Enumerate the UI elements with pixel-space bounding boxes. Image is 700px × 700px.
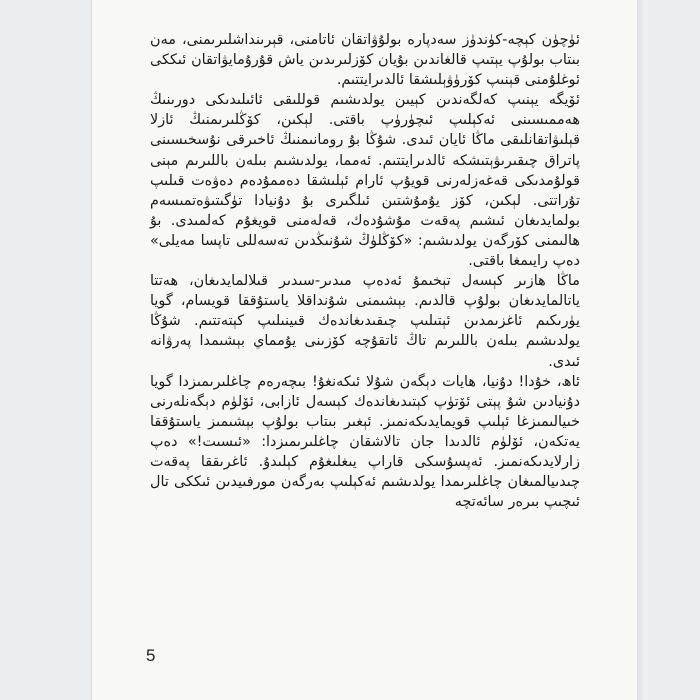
paragraph: ماڭا ھازىر كېسەل تېخىمۇ ئەدەپ مىدىر-سىدىر قىلالمايدىغان، ھەتتا ياتالمايدىغان بولۇپ قالدىم. بېشىمنى شۇنداقلا ياستۇققا قويسام، گويا يۈرىكىم ئاغزىمدىن ئېتىلىپ چىقىدىغاندەك قىينىلىپ كېتەتتىم. شۇڭا يولدىشىم بىلەن باللىرىم تاڭ ئاتقۇچە كۆزىنى يۇمماي بېشىمدا پەرۋانە ئىدى.	[150, 273, 580, 370]
paragraph: ئاھ، خۇدا! دۇنيا، ھايات دېگەن شۇلا ئىكەنغۇ! بىچەرەم چاغلىرىمىزدا گويا دۇنيادىن شۇ پېتى ئۆتۈپ كېتىدىغاندەك كېسەل ئازابى، ئۆلۈم دېگەنلەرنى خىيالىمىزغا ئېلىپ قويمايدىكەنمىز. ئېغىر بىتاب بولۇپ بېشىمىز ياستۇققا يەتكەن، ئۆلۈم ئالدىدا جان تالاشقان چاغلىرىمىزدا: «ئىسىت!» دەپ زارلايدىكەنمىز. ئەپسۇسكى قاراپ يىغلىغۇم كېلىدۇ. ئاغرىققا پەقەت چىدىيالمىغان چاغلىرىمدا يولدىشىم ئەكېلىپ بەرگەن مورفىيدىن ئىككى تال ئىچىپ بىرەر سائەتچە	[150, 373, 580, 511]
page-edge	[637, 0, 647, 700]
body-text	[150, 30, 580, 512]
page-number: 5	[146, 646, 156, 665]
paragraph: ئۆيگە يېنىپ كەلگەندىن كېيىن يولدىشىم قوللىقى ئائىلىدىكى دورىنىڭ ھەممىسىنى ئەكېلىپ ئىچۈرۈپ باقتى. لېكىن، كۆڭلىرىمنىڭ ئازلا قېلىۋاتقانلىقى ماڭا ئايان ئىدى. شۇڭا بۇ رومانىمنىڭ ئاخىرقى نۇسخىسىنى پاتراق چىقىرىۋېتىشكە ئالدىرايتتىم. ئەمما، يولدىشىم بىلەن باللىرىم مېنى قولۇمدىكى قەغەزلەرنى قويۇپ ئارام ئېلىشقا دەممۇدەم دەۋەت قىلىپ تۇراتتى. لېكىن، كۆز يۇمۇشتىن ئىلگىرى بۇ دۇنيادا تۈگىتىۋەتمىسەم بولمايدىغان ئىشىم پەقەت مۇشۇدەك، قەلەمنى قويغۇم كەلمىدى. بۇ ھالىمنى كۆرگەن يولدىشىم: «كۆڭلۈڭ شۇنىڭدىن تەسەللى تاپسا مەيلى» دەپ رايىمغا باقتى.	[150, 92, 580, 270]
paragraph: ئۈچۈن كېچە-كۈندۈز سەدپارە بولۇۋاتقان ئاتامنى، قېرىنداشلىرىمنى، مەن بىتاب بولۇپ يېتىپ قالغاندىن بۇيان كۆزلىرىدىن ياش قۇرۇمايۋاتقان ئىككى ئوغلۇمنى قېنىپ كۆرۈۋېلىشقا ئالدىرايتتىم.	[150, 32, 580, 89]
